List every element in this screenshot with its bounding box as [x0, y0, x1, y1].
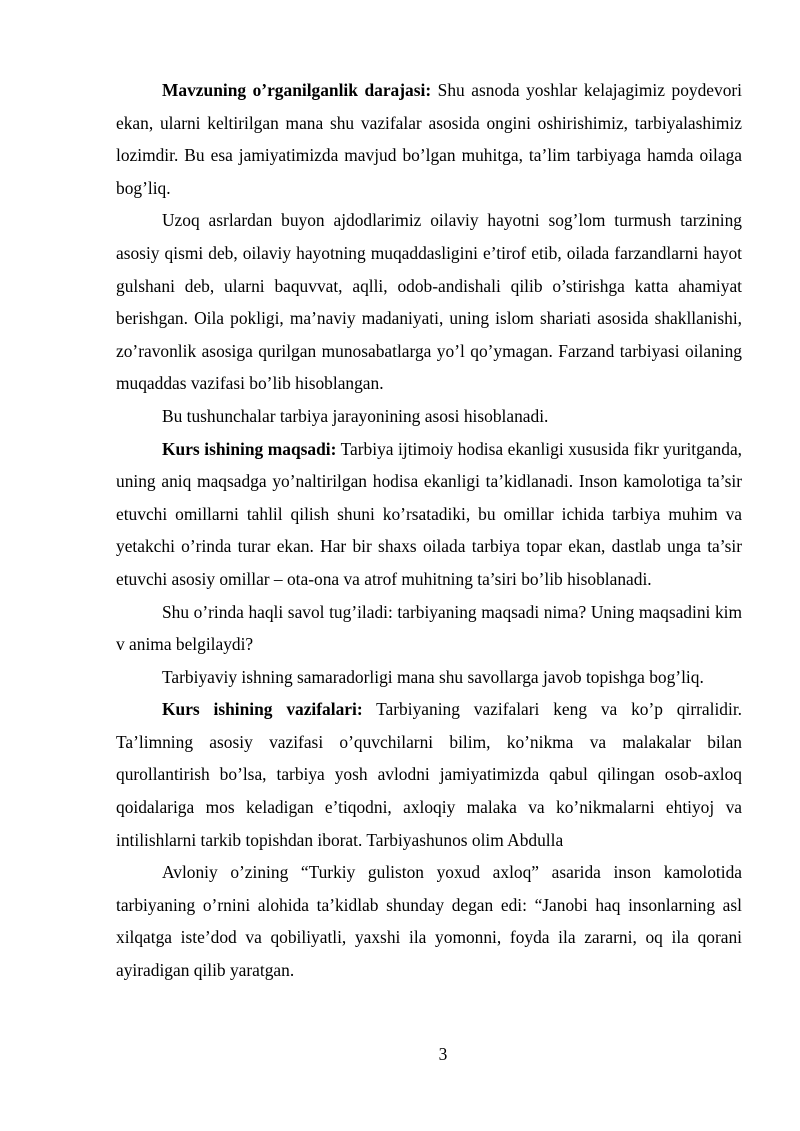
paragraph-avloniy [116, 856, 742, 986]
paragraph-text: Tarbiyaviy ishning samaradorligi mana shu savollarga javob topishga bog’liq. [162, 666, 704, 687]
paragraph-text: Tarbiya ijtimoiy hodisa ekanligi xususida fikr yuritganda, uning aniq maqsadga yo’naltirilgan hodisa ekanligi ta’kidlanadi. Inson kamolotiga ta’sir etuvchi omillarni tahlil qilish shuni ko’rsatadiki, bu omillar ichida tarbiya muhim va yetakchi o’rinda turar ekan. Har bir shaxs oilada tarbiya topar ekan, dastlab unga ta’sir etuvchi asosiy omillar – ota-ona va atrof muhitning ta’siri bo’lib hisoblanadi. [116, 438, 743, 589]
page-number: 3 [438, 1044, 448, 1064]
paragraph-ancestors [116, 204, 742, 400]
heading-course-tasks: Kurs ishining vazifalari: [162, 699, 363, 720]
paragraph-course-tasks [116, 693, 742, 856]
paragraph-research-degree [116, 74, 742, 204]
paragraph-text: Tarbiyaning vazifalari keng va ko’p qirralidir. Ta’limning asosiy vazifasi o’quvchilarni bilim, ko’nikma va malakalar bilan qurollantirish bo’lsa, tarbiya yosh avlodni jamiyatimizda qabul qilingan osob-axloq qoidalariga mos keladigan e’tiqodni, axloqiy malaka va ko’nikmalarni ehtiyoj va intilishlarni tarkib topishdan iborat. Tarbiyashunos olim Abdulla [116, 699, 742, 850]
paragraph-text: Avloniy o’zining “Turkiy guliston yoxud axloq” asarida inson kamolotida tarbiyaning o’rnini alohida ta’kidlab shunday degan edi: “Janobi haq insonlarning asl xilqatga iste’dod va qobiliyatli, yaxshi ila yomonni, foyda ila zararni, oq ila qorani ayiradigan qilib yaratgan. [116, 862, 742, 981]
paragraph-course-goal [116, 433, 742, 596]
paragraph-text: Shu o’rinda haqli savol tug’iladi: tarbiyaning maqsadi nima? Uning maqsadini kim v anima belgilaydi? [116, 601, 742, 655]
paragraph-question [116, 596, 742, 661]
paragraph-text: Shu asnoda yoshlar kelajagimiz poydevori ekan, ularni keltirilgan mana shu vazifalar asosida ongini oshirishimiz, tarbiyalashimiz lozimdir. Bu esa jamiyatimizda mavjud bo’lgan muhitga, ta’lim tarbiyaga hamda oilaga bog’liq. [116, 80, 743, 198]
heading-research-degree: Mavzuning o’rganilganlik darajasi: [162, 80, 432, 100]
heading-course-goal: Kurs ishining maqsadi: [162, 438, 337, 459]
document-body [116, 74, 742, 987]
paragraph-text: Bu tushunchalar tarbiya jarayonining asosi hisoblanadi. [162, 405, 549, 426]
paragraph-effectiveness [116, 661, 742, 694]
paragraph-text: Uzoq asrlardan buyon ajdodlarimiz oilaviy hayotni sog’lom turmush tarzining asosiy qismi deb, oilaviy hayotning muqaddasligini e’tirof etib, oilada farzandlarni hayot gulshani deb, ularni baquvvat, aqlli, odob-andishali qilib o’stirishga katta ahamiyat berishgan. Oila pokligi, ma’naviy madaniyati, uning islom shariati asosida shakllanishi, zo’ravonlik asosiga qurilgan munosabatlarga yo’l qo’ymagan. Farzand tarbiyasi oilaning muqaddas vazifasi bo’lib hisoblangan. [116, 210, 742, 394]
paragraph-concepts [116, 400, 742, 433]
